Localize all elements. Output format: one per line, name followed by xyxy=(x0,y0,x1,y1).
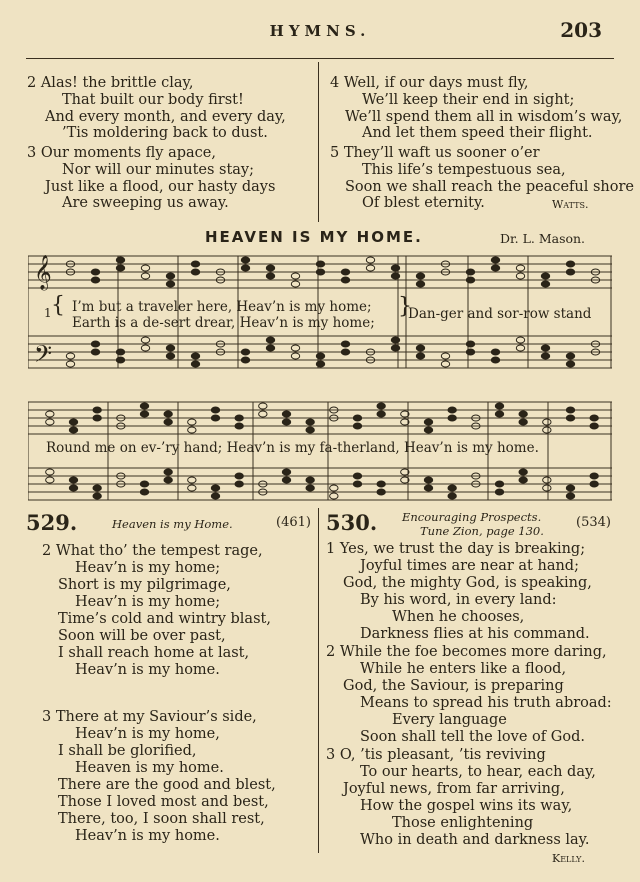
note-head xyxy=(543,485,551,491)
running-title: HYMNS. xyxy=(269,22,371,40)
note-head xyxy=(590,473,598,479)
note-head xyxy=(241,257,249,263)
note-head xyxy=(424,485,432,491)
note-head xyxy=(291,273,299,279)
note-head xyxy=(211,407,219,413)
note-head xyxy=(491,357,499,363)
note-head xyxy=(306,419,314,425)
hymn-530-subtitle: Encouraging Prospects. xyxy=(402,510,542,524)
note-head xyxy=(519,419,527,425)
note-head xyxy=(316,269,324,275)
note-head xyxy=(391,265,399,271)
note-head xyxy=(566,493,574,499)
note-head xyxy=(46,477,54,483)
tune-composer: Dr. L. Mason. xyxy=(500,231,586,246)
bass-clef-icon: 𝄢 xyxy=(34,340,53,373)
note-head xyxy=(466,349,474,355)
note-head xyxy=(291,281,299,287)
note-head xyxy=(116,357,124,363)
note-head xyxy=(491,349,499,355)
note-head xyxy=(266,337,274,343)
note-head xyxy=(140,489,148,495)
note-head xyxy=(266,265,274,271)
note-head xyxy=(69,419,77,425)
note-head xyxy=(466,269,474,275)
note-head xyxy=(424,427,432,433)
note-head xyxy=(353,481,361,487)
note-head xyxy=(259,411,267,417)
hymn-529-number: 529. xyxy=(26,510,78,535)
note-head xyxy=(91,277,99,283)
note-head xyxy=(448,415,456,421)
note-head xyxy=(566,361,574,367)
note-head xyxy=(495,481,503,487)
note-head xyxy=(164,477,172,483)
note-head xyxy=(282,419,290,425)
note-head xyxy=(259,403,267,409)
note-head xyxy=(491,265,499,271)
note-head xyxy=(166,273,174,279)
hymn-530-tune-ref: Tune Zion, page 130. xyxy=(420,524,544,538)
note-head xyxy=(377,481,385,487)
note-head xyxy=(69,485,77,491)
note-head xyxy=(191,269,199,275)
hymn-530-ref: (534) xyxy=(576,515,611,530)
note-head xyxy=(590,423,598,429)
note-head xyxy=(519,411,527,417)
note-head xyxy=(448,407,456,413)
note-head xyxy=(448,485,456,491)
note-head xyxy=(541,353,549,359)
note-head xyxy=(93,415,101,421)
page-number: 203 xyxy=(560,18,602,42)
note-head xyxy=(91,269,99,275)
note-head xyxy=(495,489,503,495)
note-head xyxy=(266,273,274,279)
note-head xyxy=(46,469,54,475)
note-head xyxy=(441,361,449,367)
note-head xyxy=(188,477,196,483)
note-head xyxy=(590,415,598,421)
note-head xyxy=(316,353,324,359)
note-head xyxy=(448,493,456,499)
note-head xyxy=(306,427,314,433)
note-head xyxy=(211,415,219,421)
note-head xyxy=(341,269,349,275)
note-head xyxy=(316,261,324,267)
note-head xyxy=(191,261,199,267)
note-head xyxy=(377,489,385,495)
note-head xyxy=(541,273,549,279)
note-head xyxy=(291,345,299,351)
note-head xyxy=(543,427,551,433)
note-head xyxy=(140,481,148,487)
note-head xyxy=(416,281,424,287)
note-head xyxy=(366,257,374,263)
note-head xyxy=(282,469,290,475)
column-divider-bottom xyxy=(318,508,319,853)
note-head xyxy=(519,477,527,483)
note-head xyxy=(516,265,524,271)
note-head xyxy=(566,485,574,491)
note-head xyxy=(166,353,174,359)
note-head xyxy=(164,419,172,425)
column-divider-top xyxy=(318,62,319,222)
note-head xyxy=(495,403,503,409)
note-head xyxy=(491,257,499,263)
note-head xyxy=(366,265,374,271)
note-head xyxy=(466,341,474,347)
treble-clef-icon: 𝄞 xyxy=(34,255,52,290)
note-head xyxy=(316,361,324,367)
note-head xyxy=(391,337,399,343)
note-head xyxy=(93,493,101,499)
note-head xyxy=(141,337,149,343)
note-head xyxy=(543,477,551,483)
note-head xyxy=(424,419,432,425)
note-head xyxy=(541,281,549,287)
note-head xyxy=(416,273,424,279)
note-head xyxy=(353,473,361,479)
note-head xyxy=(424,477,432,483)
note-head xyxy=(66,353,74,359)
note-head xyxy=(391,345,399,351)
note-head xyxy=(188,427,196,433)
note-head xyxy=(164,469,172,475)
note-head xyxy=(241,265,249,271)
note-head xyxy=(416,353,424,359)
note-head xyxy=(330,485,338,491)
note-head xyxy=(140,411,148,417)
note-head xyxy=(341,349,349,355)
note-head xyxy=(466,277,474,283)
note-head xyxy=(416,345,424,351)
hymn-529-subtitle: Heaven is my Home. xyxy=(112,517,233,531)
note-head xyxy=(191,361,199,367)
note-head xyxy=(235,473,243,479)
note-head xyxy=(235,481,243,487)
note-head xyxy=(330,493,338,499)
note-head xyxy=(306,485,314,491)
note-head xyxy=(495,411,503,417)
note-head xyxy=(91,349,99,355)
note-head xyxy=(291,353,299,359)
lyric-line-1a: 1 { I’m but a traveler here, Heav’n is my home; xyxy=(44,293,372,320)
lyric-line-2: Round me on ev-’ry hand; Heav’n is my fa-therland, Heav’n is my home. xyxy=(46,440,539,456)
note-head xyxy=(141,273,149,279)
note-head xyxy=(282,477,290,483)
note-head xyxy=(353,423,361,429)
note-head xyxy=(166,345,174,351)
note-head xyxy=(93,407,101,413)
note-head xyxy=(241,357,249,363)
note-head xyxy=(46,411,54,417)
lyric-line-1b: Earth is a de-sert drear, Heav’n is my home; xyxy=(72,315,375,331)
note-head xyxy=(116,349,124,355)
hymn-530-number: 530. xyxy=(326,510,378,535)
note-head xyxy=(282,411,290,417)
note-head xyxy=(391,273,399,279)
note-head xyxy=(211,485,219,491)
note-head xyxy=(566,407,574,413)
note-head xyxy=(306,477,314,483)
note-head xyxy=(91,341,99,347)
note-head xyxy=(69,427,77,433)
note-head xyxy=(377,411,385,417)
note-head xyxy=(566,415,574,421)
note-head xyxy=(235,415,243,421)
top-author: Watts. xyxy=(552,198,589,211)
note-head xyxy=(188,485,196,491)
hymn-530-author: Kelly. xyxy=(552,852,585,865)
note-head xyxy=(543,419,551,425)
note-head xyxy=(116,257,124,263)
note-head xyxy=(166,281,174,287)
note-head xyxy=(341,277,349,283)
note-head xyxy=(141,265,149,271)
note-head xyxy=(541,345,549,351)
tune-title: HEAVEN IS MY HOME. xyxy=(205,228,423,246)
note-head xyxy=(141,345,149,351)
note-head xyxy=(211,493,219,499)
note-head xyxy=(140,403,148,409)
note-head xyxy=(191,353,199,359)
note-head xyxy=(93,485,101,491)
hymn-529-ref: (461) xyxy=(276,515,311,530)
note-head xyxy=(516,345,524,351)
note-head xyxy=(566,261,574,267)
note-head xyxy=(566,353,574,359)
note-head xyxy=(353,415,361,421)
note-head xyxy=(241,349,249,355)
note-head xyxy=(441,353,449,359)
note-head xyxy=(519,469,527,475)
note-head xyxy=(116,265,124,271)
header-rule xyxy=(26,58,614,59)
note-head xyxy=(566,269,574,275)
note-head xyxy=(516,273,524,279)
note-head xyxy=(590,481,598,487)
note-head xyxy=(188,419,196,425)
note-head xyxy=(164,411,172,417)
note-head xyxy=(66,361,74,367)
note-head xyxy=(266,345,274,351)
note-head xyxy=(46,419,54,425)
note-head xyxy=(235,423,243,429)
note-head xyxy=(377,403,385,409)
note-head xyxy=(516,337,524,343)
note-head xyxy=(69,477,77,483)
lyric-line-1-cont: } Dan-ger and sor-row stand xyxy=(398,294,592,322)
note-head xyxy=(341,341,349,347)
